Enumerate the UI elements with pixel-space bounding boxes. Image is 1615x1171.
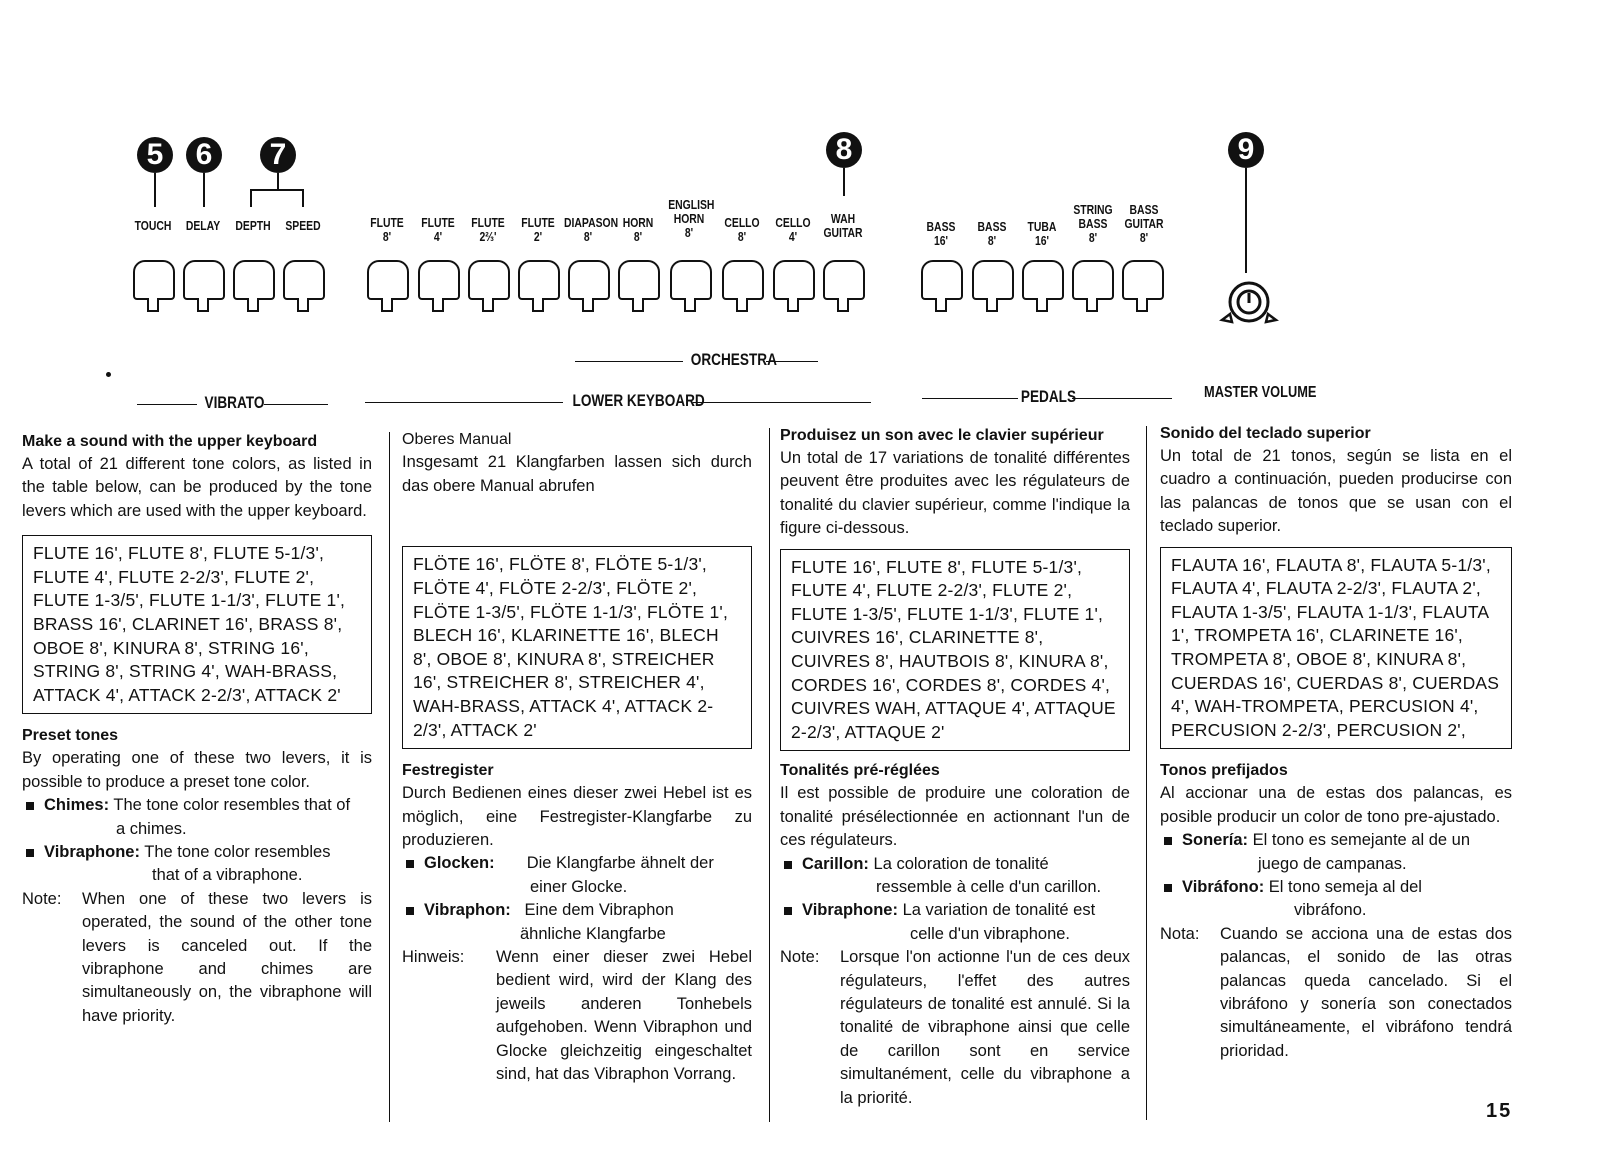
rule [766, 361, 818, 362]
lever-label-wah-guitar: WAH GUITAR [823, 211, 863, 240]
rule [365, 402, 563, 403]
tone-lever-touch [133, 260, 175, 310]
section-heading: Make a sound with the upper keyboard [22, 433, 318, 450]
lever-label-bass-16: BASS 16' [926, 219, 956, 248]
lever-label-touch: TOUCH [134, 218, 172, 233]
column-divider [769, 428, 770, 1122]
leader-line [277, 173, 279, 189]
tone-lever-flute-8 [367, 260, 409, 310]
tone-lever-horn-8 [618, 260, 660, 310]
preset-item-vibraphon: Vibraphon: Eine dem Vibraphon ähnliche Klangfarbe [402, 899, 752, 946]
lever-label-flute-8: FLUTE 8' [370, 215, 404, 244]
column-english [22, 430, 372, 1028]
tone-list-box: FLAUTA 16', FLAUTA 8', FLAUTA 5-1/3', FLAUTA 4', FLAUTA 2-2/3', FLAUTA 2', FLAUTA 1-3/5', FLAUTA 1-1/3', FLAUTA 1', TROMPETA 16', CLARINETE 16', TROMPETA 8', OBOE 8', KINURA 8', CUERDAS 16', CUERDAS 8', CUERDAS 4', WAH-TROMPETA, PERCUSION 4', PERCUSION 2-2/3', PERCUSION 2', [1160, 547, 1512, 750]
rule [693, 402, 871, 403]
preset-heading: Tonos prefijados [1160, 762, 1288, 780]
bullet-icon [26, 849, 34, 857]
leader-line [1245, 168, 1247, 273]
preset-item-vibrafono: Vibráfono: El tono semeja al del vibráfono. [1160, 876, 1512, 923]
bullet-icon [26, 802, 34, 810]
section-heading: Sonido del teclado superior [1160, 425, 1371, 442]
tone-lever-string-bass-8 [1072, 260, 1114, 310]
preset-heading: Tonalités pré-réglées [780, 762, 940, 780]
lever-label-delay: DELAY [185, 218, 221, 233]
column-divider [389, 432, 390, 1122]
bullet-icon [406, 907, 414, 915]
column-german [402, 428, 752, 1086]
leader-line [154, 173, 156, 207]
tone-lever-cello-8 [722, 260, 764, 310]
callout-6: 6 [186, 137, 222, 173]
lever-label-bass-guitar-8: BASS GUITAR 8' [1124, 202, 1164, 245]
tone-lever-english-horn-8 [670, 260, 712, 310]
preset-intro: By operating one of these two levers, it is possible to produce a preset tone color. [22, 749, 372, 791]
page-number: 15 [1486, 1100, 1513, 1122]
preset-item-vibraphone: Vibraphone: The tone color resembles that of a vibraphone. [22, 841, 372, 888]
lever-label-horn-8: HORN 8' [622, 215, 654, 244]
leader-line [250, 189, 252, 207]
tone-lever-speed [283, 260, 325, 310]
note: Note: Lorsque l'on actionne l'un de ces deux régulateurs, l'effet des autres régulateurs de tonalité est annulé. Si la tonalité de vibraphone ainsi que celle de carillon sont en service simultanément, celle du vibraphone a la priorité. [780, 948, 1130, 1107]
tone-list-box: FLUTE 16', FLUTE 8', FLUTE 5-1/3', FLUTE 4', FLUTE 2-2/3', FLUTE 2', FLUTE 1-3/5', FLUTE 1-1/3', FLUTE 1', CUIVRES 16', CLARINETTE 8', CUIVRES 8', HAUTBOIS 8', KINURA 8', CORDES 16', CORDES 8', CORDES 4', CUIVRES WAH, ATTAQUE 4', ATTAQUE 2-2/3', ATTAQUE 2' [780, 549, 1130, 752]
lever-label-cello-4: CELLO 4' [775, 215, 811, 244]
leader-line [302, 189, 304, 207]
lever-label-speed: SPEED [285, 218, 321, 233]
tone-lever-wah-guitar [823, 260, 865, 310]
preset-item-soneria: Sonería: El tono es semejante al de un juego de campanas. [1160, 829, 1512, 876]
lever-label-bass-8: BASS 8' [977, 219, 1007, 248]
bullet-icon [1164, 837, 1172, 845]
rule [1072, 398, 1172, 399]
pedals-label: PEDALS [1020, 387, 1077, 406]
tone-lever-flute-2-2-3 [468, 260, 510, 310]
rule [575, 361, 683, 362]
leader-line [250, 189, 304, 191]
master-volume-knob-icon [1218, 276, 1280, 332]
lever-label-depth: DEPTH [235, 218, 271, 233]
lever-label-flute-4: FLUTE 4' [421, 215, 455, 244]
tone-lever-bass-guitar-8 [1122, 260, 1164, 310]
callout-9: 9 [1228, 132, 1264, 168]
master-volume-label: MASTER VOLUME [1204, 384, 1317, 401]
tone-lever-depth [233, 260, 275, 310]
intro-text: Insgesamt 21 Klangfarben lassen sich durch das obere Manual abrufen [402, 453, 752, 495]
bullet-icon [784, 861, 792, 869]
leader-line [203, 173, 205, 207]
preset-item-glocken: Glocken: Die Klangfarbe ähnelt der einer Glocke. [402, 852, 752, 899]
lever-label-diapason-8: DIAPASON 8' [564, 215, 619, 244]
note: Note: When one of these two levers is operated, the sound of the other tone levers is canceled out. If the vibraphone and chimes are simultaneously on, the vibraphone will have priority. [22, 889, 372, 1025]
tone-lever-diapason-8 [568, 260, 610, 310]
note: Hinweis: Wenn einer dieser zwei Hebel bedient wird, wird der Klang des jeweils anderen Tonhebels aufgehoben. Wenn Vibraphon und Glocke gleichzeitig eingeschaltet sind, hat das Vibraphon Vorrang. [402, 948, 752, 1084]
preset-intro: Al accionar una de estas dos palancas, es posible producir un color de tono pre-ajustado. [1160, 784, 1512, 826]
preset-item-vibraphone: Vibraphone: La variation de tonalité est celle d'un vibraphone. [780, 899, 1130, 946]
preset-heading: Preset tones [22, 727, 119, 745]
preset-item-carillon: Carillon: La coloration de tonalité ressemble à celle d'un carillon. [780, 853, 1130, 900]
bullet-icon [406, 860, 414, 868]
tone-lever-bass-8 [972, 260, 1014, 310]
callout-7: 7 [260, 137, 296, 173]
orchestra-label: ORCHESTRA [690, 350, 777, 369]
tone-list-box: FLUTE 16', FLUTE 8', FLUTE 5-1/3', FLUTE 4', FLUTE 2-2/3', FLUTE 2', FLUTE 1-3/5', FLUTE 1-1/3', FLUTE 1', BRASS 16', CLARINET 16', BRASS 8', OBOE 8', KINURA 8', STRING 16', STRING 8', STRING 4', WAH-BRASS, ATTACK 4', ATTACK 2-2/3', ATTACK 2' [22, 535, 372, 714]
lever-label-tuba-16: TUBA 16' [1027, 219, 1057, 248]
bullet-icon [1164, 884, 1172, 892]
column-french [780, 424, 1130, 1110]
bullet-icon [784, 907, 792, 915]
lever-label-flute-2-2-3: FLUTE 2⅔' [471, 215, 505, 244]
intro-text: Un total de 17 variations de tonalité différentes peuvent être produites avec les régulateurs de tonalité du clavier supérieur, comme l'indique la figure ci-dessous. [780, 449, 1130, 538]
note: Nota: Cuando se acciona una de estas dos palancas, el sonido de las otras palancas queda cancelado. Si el vibráfono y sonería son conectados simultáneamente, el vibráfono tendrá prioridad. [1160, 924, 1512, 1060]
tone-lever-bass-16 [921, 260, 963, 310]
lever-label-string-bass-8: STRING BASS 8' [1073, 202, 1113, 245]
leader-line [843, 168, 845, 196]
preset-intro: Durch Bedienen eines dieser zwei Hebel ist es möglich, eine Festregister-Klangfarbe zu produzieren. [402, 784, 752, 849]
section-heading: Produisez un son avec le clavier supérieur [780, 427, 1104, 444]
vibrato-label: VIBRATO [204, 393, 265, 412]
intro-text: Un total de 21 tonos, según se lista en el cuadro a continuación, pueden producirse con las palancas de tonos que se usan con el teclado superior. [1160, 447, 1512, 536]
mark-dot [106, 372, 111, 377]
preset-intro: Il est possible de produire une coloration de tonalité présélectionnée en actionnant l'un de ces régulateurs. [780, 784, 1130, 850]
lever-label-english-horn-8: ENGLISH HORN 8' [668, 197, 715, 240]
tone-lever-tuba-16 [1022, 260, 1064, 310]
lower-keyboard-label: LOWER KEYBOARD [572, 391, 705, 410]
section-heading: Oberes Manual [402, 431, 512, 448]
column-divider [1146, 426, 1147, 1120]
tone-lever-flute-2 [518, 260, 560, 310]
rule [137, 404, 197, 405]
tone-list-box: FLÖTE 16', FLÖTE 8', FLÖTE 5-1/3', FLÖTE 4', FLÖTE 2-2/3', FLÖTE 2', FLÖTE 1-3/5', FLÖTE 1-1/3', FLÖTE 1', BLECH 16', KLARINETTE 16', BLECH 8', OBOE 8', KINURA 8', STREICHER 16', STREICHER 8', STREICHER 4', WAH-BRASS, ATTACK 4', ATTACK 2-2/3', ATTACK 2' [402, 546, 752, 749]
lever-label-cello-8: CELLO 8' [724, 215, 760, 244]
callout-8: 8 [826, 132, 862, 168]
preset-item-chimes: Chimes: The tone color resembles that of a chimes. [22, 794, 372, 841]
callout-5: 5 [137, 137, 173, 173]
tone-lever-flute-4 [418, 260, 460, 310]
lever-label-flute-2: FLUTE 2' [521, 215, 555, 244]
column-spanish [1160, 422, 1512, 1063]
rule [264, 404, 328, 405]
tone-lever-cello-4 [773, 260, 815, 310]
preset-heading: Festregister [402, 762, 494, 780]
rule [922, 398, 1018, 399]
tone-lever-delay [183, 260, 225, 310]
intro-text: A total of 21 different tone colors, as listed in the table below, can be produced by the tone levers which are used with the upper keyboard. [22, 455, 372, 520]
